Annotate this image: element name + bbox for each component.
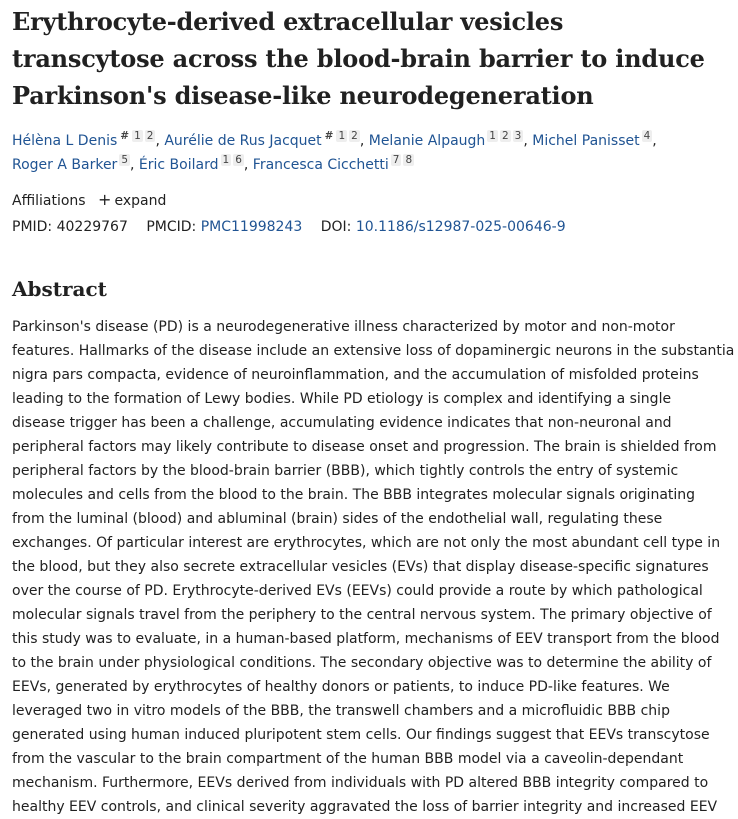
affiliation-badge[interactable]: 8 — [405, 154, 413, 166]
author-link[interactable]: Michel Panisset — [532, 133, 640, 149]
author-list — [12, 129, 734, 177]
affiliation-badge[interactable]: 5 — [121, 154, 129, 166]
author-link[interactable]: Francesca Cicchetti — [252, 157, 389, 173]
affiliations-label: Affiliations — [12, 193, 86, 209]
pmid-label: PMID: — [12, 219, 53, 235]
equal-contribution-mark[interactable]: # — [120, 130, 130, 142]
article-container — [12, 0, 735, 815]
abstract-line: from the luminal (blood) and abluminal (brain) sides of the endothelial wall, regulating these — [12, 511, 663, 527]
abstract-line: Parkinson's disease (PD) is a neurodegenerative illness characterized by motor and non-motor — [12, 319, 675, 335]
author-row — [12, 129, 734, 153]
separator: , — [652, 133, 657, 149]
author — [138, 154, 244, 173]
affiliation-badge[interactable]: 1 — [134, 130, 141, 142]
abstract-heading: Abstract — [12, 277, 107, 301]
separator: , — [523, 133, 533, 149]
separator: , — [155, 133, 165, 149]
title-line: Erythrocyte-derived extracellular vesicles — [12, 7, 564, 36]
abstract-line: generated using human induced pluripotent stem cells. Our findings suggest that EEVs transcytose — [12, 727, 710, 743]
affiliation-badge[interactable]: 1 — [489, 130, 496, 142]
author-row — [12, 153, 734, 177]
affiliation-badge[interactable]: 1 — [222, 154, 230, 166]
plus-icon: + — [98, 190, 112, 209]
author — [368, 130, 524, 149]
affiliations-toggle — [12, 190, 734, 211]
abstract-text — [12, 315, 738, 819]
abstract-line: leveraged two in vitro models of the BBB, the transwell chambers and a microfluidic BBB chip — [12, 703, 670, 719]
abstract-line: peripheral factors by the blood-brain barrier (BBB), which tightly controls the entry of systemic — [12, 463, 679, 479]
author — [12, 154, 130, 173]
affiliation-badge[interactable]: 7 — [392, 154, 400, 166]
abstract-line: disease trigger has been a challenge, accumulating evidence indicates that non-neuronal and — [12, 415, 672, 431]
affiliation-badge[interactable]: 4 — [643, 130, 651, 142]
author-link[interactable]: Roger A Barker — [12, 157, 118, 173]
abstract-line: over the course of PD. Erythrocyte-derived EVs (EEVs) could provide a route by which pathological — [12, 583, 703, 599]
author-link[interactable]: Hélèna L Denis — [12, 133, 118, 149]
affiliation-badge[interactable]: 6 — [235, 154, 242, 166]
doi-label: DOI: — [320, 219, 352, 235]
pmcid-link[interactable]: PMC11998243 — [200, 219, 303, 235]
article-title — [12, 0, 734, 114]
affiliation-badge[interactable]: 3 — [514, 130, 522, 142]
separator: , — [359, 133, 369, 149]
abstract-line: features. Hallmarks of the disease include an extensive loss of dopaminergic neurons in the substantia — [12, 343, 735, 359]
abstract-line: healthy EEV controls, and clinical severity aggravated the loss of barrier integrity and increased EEV — [12, 799, 718, 815]
title-line: transcytose across the blood-brain barrier to induce — [12, 44, 705, 73]
identifiers — [12, 217, 734, 237]
author-link[interactable]: Aurélie de Rus Jacquet — [164, 133, 322, 149]
abstract-line: exchanges. Of particular interest are erythrocytes, which are not only the most abundant cell type in — [12, 535, 721, 551]
separator: , — [243, 157, 253, 173]
doi-link[interactable]: 10.1186/s12987-025-00646-9 — [355, 219, 566, 235]
affiliation-badge[interactable]: 1 — [338, 130, 346, 142]
expand-button[interactable] — [98, 190, 167, 209]
pmcid-label: PMCID: — [146, 219, 197, 235]
affiliation-badge[interactable]: 2 — [146, 130, 154, 142]
abstract-line: nigra pars compacta, evidence of neuroinflammation, and the accumulation of misfolded proteins — [12, 367, 699, 383]
author — [12, 130, 155, 149]
abstract-line: this study was to evaluate, in a human-based platform, mechanisms of EEV transport from the blood — [12, 631, 720, 647]
author — [164, 130, 359, 149]
affiliation-badge[interactable]: 2 — [351, 130, 358, 142]
abstract-line: molecules and cells from the blood to the brain. The BBB integrates molecular signals originating — [12, 487, 696, 503]
author — [252, 154, 414, 173]
abstract-line: molecular signals travel from the periphery to the central nervous system. The primary objective of — [12, 607, 712, 623]
expand-label: expand — [114, 193, 167, 209]
abstract-line: EEVs, generated by erythrocytes of healthy donors or patients, to induce PD-like features. We — [12, 679, 670, 695]
author-link[interactable]: Éric Boilard — [138, 157, 219, 173]
abstract-line: peripheral factors may likely contribute to disease onset and progression. The brain is shielded from — [12, 439, 717, 455]
affiliation-badge[interactable]: 2 — [501, 130, 509, 142]
title-line: Parkinson's disease-like neurodegeneration — [12, 81, 594, 110]
author-link[interactable]: Melanie Alpaugh — [368, 133, 486, 149]
author — [532, 130, 652, 149]
abstract-line: mechanism. Furthermore, EEVs derived from individuals with PD altered BBB integrity compared to — [12, 775, 709, 791]
abstract-line: to the brain under physiological conditions. The secondary objective was to determine the ability of — [12, 655, 712, 671]
abstract-line: the blood, but they also secrete extracellular vesicles (EVs) that display disease-specific signatures — [12, 559, 709, 575]
equal-contribution-mark[interactable]: # — [324, 130, 334, 142]
pmid-value: 40229767 — [56, 219, 128, 235]
separator: , — [130, 157, 139, 173]
abstract-line: leading to the formation of Lewy bodies. While PD etiology is complex and identifying a single — [12, 391, 672, 407]
abstract-line: from the vascular to the brain compartment of the human BBB model via a caveolin-dependant — [12, 751, 684, 767]
